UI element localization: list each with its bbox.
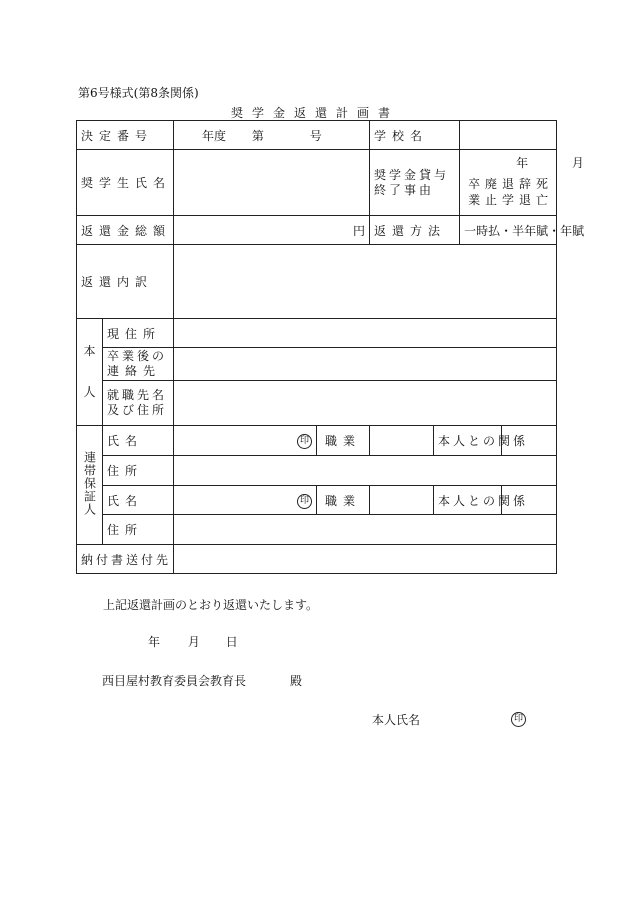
method-options[interactable]: 一時払・半年賦・年賦 [460, 216, 557, 245]
total-amount-label: 返還金総額 [77, 216, 174, 245]
guarantor2-occupation-field[interactable] [370, 486, 434, 515]
student-name-label: 奨学生氏名 [77, 150, 174, 216]
honorific: 殿 [290, 674, 303, 688]
guarantor1-name-label: 氏名 [103, 426, 174, 456]
invoice-destination-field[interactable] [174, 545, 557, 574]
guarantor2-name-label: 氏名 [103, 486, 174, 515]
statement-text: 上記返還計画のとおり返還いたします。 [103, 598, 319, 612]
self-group-label: 本 人 [77, 319, 103, 426]
signature-seal-icon: 印 [511, 710, 526, 727]
guarantor1-name-field[interactable] [174, 426, 317, 456]
breakdown-field[interactable] [174, 245, 557, 319]
guarantor1-relationship-label: 本人との関係 [434, 426, 502, 456]
date-month-label: 月 [187, 635, 200, 649]
seal-icon: 印 [297, 494, 312, 509]
signature-label: 本人氏名 [372, 713, 421, 727]
decision-number-label: 決定番号 [77, 121, 174, 150]
decision-number-field[interactable] [174, 121, 370, 150]
contact-after-graduation-label: 卒業後の 連絡先 [103, 348, 174, 381]
guarantor2-relationship-label: 本人との関係 [434, 486, 502, 515]
reason-options-bottom: 業 止 学 退 亡 [468, 193, 549, 207]
guarantor1-address-field[interactable] [174, 456, 557, 486]
guarantor1-address-label: 住所 [103, 456, 174, 486]
addressee: 西目屋村教育委員会教育長 [102, 674, 247, 688]
guarantor-group-label: 連帯保証人 [77, 426, 103, 545]
current-address-label: 現住所 [103, 319, 174, 348]
decision-year-label: 年度 [202, 128, 227, 143]
breakdown-label: 返還内訳 [77, 245, 174, 319]
loan-end-year-label: 年 [516, 156, 529, 170]
contact-after-graduation-field[interactable] [174, 348, 557, 381]
guarantor2-address-field[interactable] [174, 515, 557, 545]
guarantor2-occupation-label: 職業 [317, 486, 370, 515]
reason-options-top: 卒 廃 退 辞 死 [468, 177, 549, 191]
loan-end-reason-label: 奨学金貸与 終了事由 [370, 150, 460, 216]
yen-label: 円 [353, 223, 366, 238]
seal-icon: 印 [297, 434, 312, 449]
employer-label: 就職先名 及び住所 [103, 381, 174, 426]
decision-dai-label: 第 [251, 128, 264, 143]
repayment-plan-table [76, 120, 585, 574]
date-line [148, 633, 238, 650]
date-day-label: 日 [225, 635, 238, 649]
date-year-label: 年 [148, 635, 161, 649]
guarantor2-name-field[interactable] [174, 486, 317, 515]
method-label: 返還方法 [370, 216, 460, 245]
loan-end-month-label: 月 [571, 156, 584, 170]
invoice-destination-label: 納付書送付先 [77, 545, 174, 574]
guarantor1-occupation-label: 職業 [317, 426, 370, 456]
school-name-label: 学校名 [370, 121, 460, 150]
total-amount-field[interactable] [174, 216, 370, 245]
page-title: 奨学金返還計画書 [230, 106, 399, 120]
school-name-field[interactable] [460, 121, 557, 150]
decision-go-label: 号 [309, 128, 322, 143]
employer-field[interactable] [174, 381, 557, 426]
guarantor1-occupation-field[interactable] [370, 426, 434, 456]
student-name-field[interactable] [174, 150, 370, 216]
guarantor2-address-label: 住所 [103, 515, 174, 545]
form-id: 第6号様式(第8条関係) [78, 86, 199, 100]
loan-end-reason-field[interactable] [460, 150, 584, 216]
current-address-field[interactable] [174, 319, 557, 348]
